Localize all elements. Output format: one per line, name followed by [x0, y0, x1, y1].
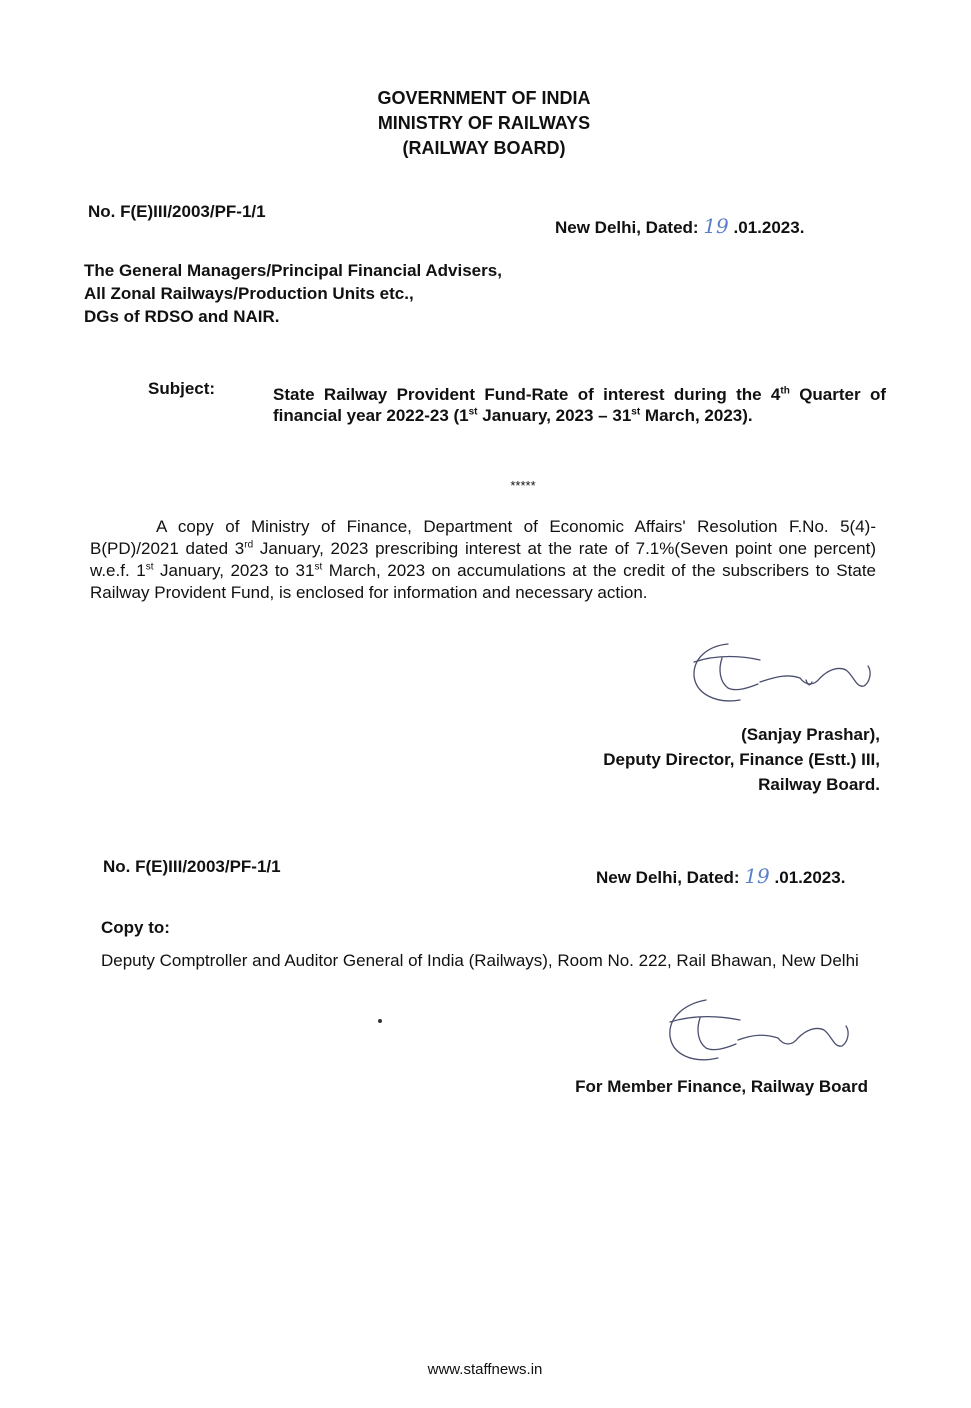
handwritten-day: 19 — [744, 864, 770, 888]
separator-stars: ***** — [510, 478, 536, 493]
date-label: New Delhi, Dated: — [596, 868, 740, 887]
addressee-line: All Zonal Railways/Production Units etc., — [84, 284, 414, 303]
body-part: A copy of Ministry of Finance, Department of Economic Affairs' Resolution F.No. 5(4)-B(PD)/2021 dated 3 — [90, 517, 876, 558]
for-member-finance: For Member Finance, Railway Board — [575, 1077, 868, 1096]
subject-part: State Railway Provident Fund-Rate of interest during the 4 — [273, 385, 781, 404]
signature-image — [660, 994, 860, 1074]
copy-to-label: Copy to: — [101, 918, 170, 937]
signatory-office: Railway Board. — [758, 775, 880, 794]
header-board: (RAILWAY BOARD) — [402, 138, 566, 158]
footer-website: www.staffnews.in — [427, 1361, 543, 1378]
addressee-line: DGs of RDSO and NAIR. — [84, 307, 280, 326]
subject-part: March, 2023). — [640, 406, 753, 425]
subject-part: Quarter of financial year 2022-23 (1 — [273, 385, 886, 425]
body-paragraph — [90, 516, 876, 604]
ink-dot — [378, 1019, 382, 1023]
header-ministry: MINISTRY OF RAILWAYS — [377, 113, 591, 133]
body-sup: rd — [244, 539, 254, 551]
subject-sup: st — [468, 406, 478, 418]
reference-number-copy: No. F(E)III/2003/PF-1/1 — [103, 857, 281, 876]
reference-number: No. F(E)III/2003/PF-1/1 — [88, 202, 266, 221]
date-month-year: .01.2023. — [733, 218, 805, 237]
signatory-name: (Sanjay Prashar), — [741, 725, 880, 744]
body-sup: st — [314, 561, 323, 573]
handwritten-day: 19 — [703, 214, 729, 238]
date-label: New Delhi, Dated: — [555, 218, 699, 237]
addressee-line: The General Managers/Principal Financial Advisers, — [84, 261, 502, 280]
addressee-block — [84, 259, 502, 328]
header-government: GOVERNMENT OF INDIA — [377, 88, 591, 108]
subject-sup: th — [780, 385, 790, 397]
subject-text — [273, 384, 886, 426]
date-month-year: .01.2023. — [774, 868, 846, 887]
body-part: January, 2023 prescribing interest at the rate of 7.1%(Seven point one percent) w.e.f. 1 — [90, 539, 876, 580]
subject-sup: st — [631, 406, 641, 418]
copy-to-text: Deputy Comptroller and Auditor General of India (Railways), Room No. 222, Rail Bhawan, New Delhi — [101, 951, 859, 970]
body-part: January, 2023 to 31 — [153, 561, 315, 580]
date-line-copy — [596, 864, 845, 888]
body-sup: st — [145, 561, 154, 573]
subject-part: January, 2023 – 31 — [477, 406, 632, 425]
signatory-designation: Deputy Director, Finance (Estt.) III, — [603, 750, 880, 769]
signature-image — [688, 636, 888, 716]
date-line — [555, 214, 804, 238]
subject-label: Subject: — [148, 379, 216, 398]
body-part: March, 2023 on accumulations at the credit of the subscribers to State Railway Provident Fund, is enclosed for information and necessary action. — [90, 561, 876, 602]
signatory-block — [500, 722, 880, 797]
